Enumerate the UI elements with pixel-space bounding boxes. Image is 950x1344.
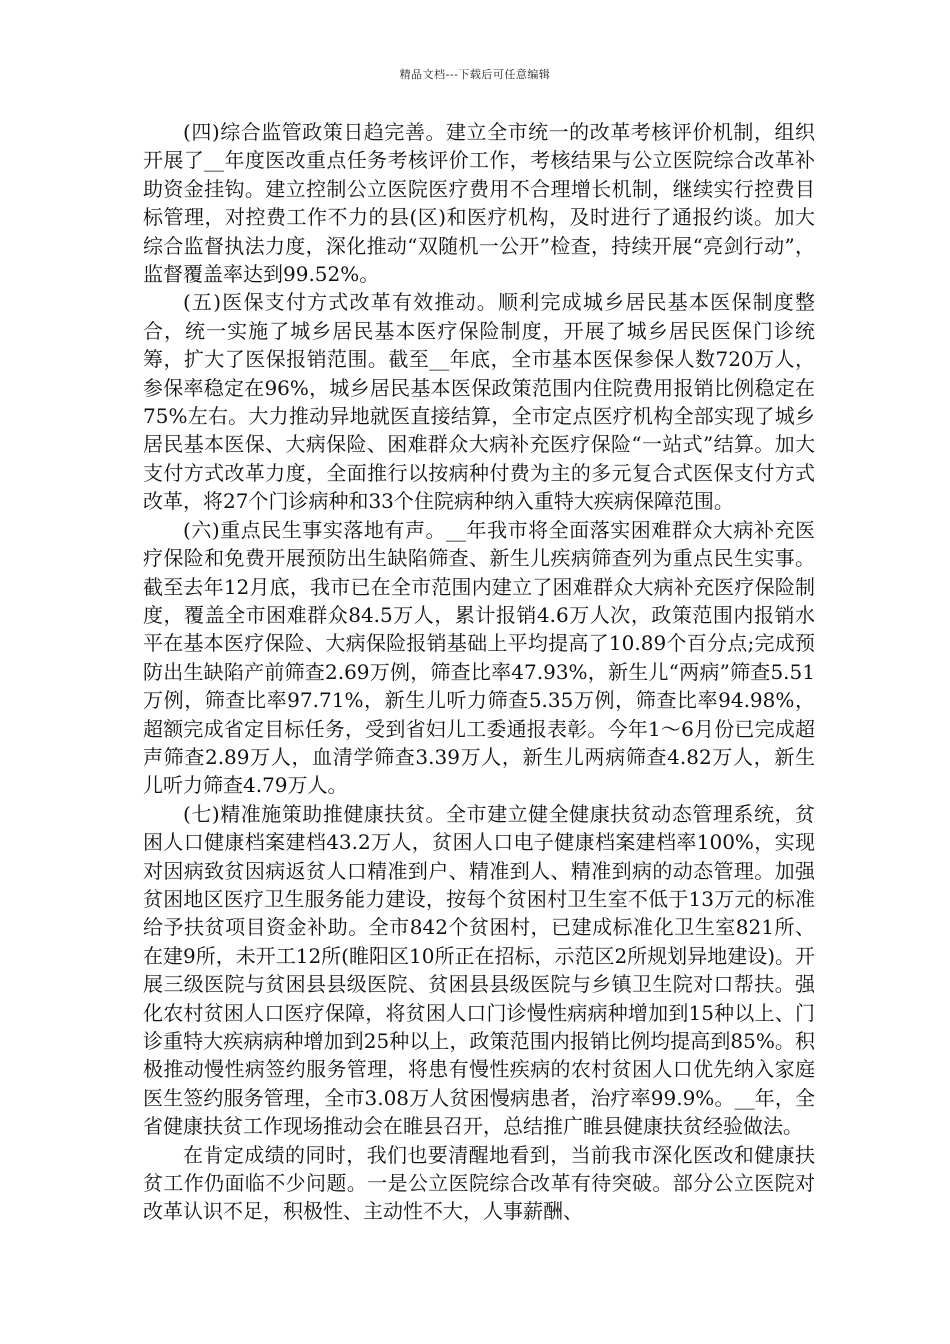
paragraph-livelihood-projects: (六)重点民生事实落地有声。__年我市将全面落实困难群众大病补充医疗保险和免费开展预防出生缺陷筛查、新生儿疾病筛查列为重点民生实事。截至去年12月底，我市已在全市范围内建立了困难群众大病补充医疗保险制度，覆盖全市困难群众84.5万人，累计报销4.6万人次，政策范围内报销水平在基本医疗保险、大病保险报销基础上平均提高了10.89个百分点;完成预防出生缺陷产前筛查2.69万例，筛查比率47.93%，新生儿“两病”筛查5.51万例，筛查比率97.71%，新生儿听力筛查5.35万例，筛查比率94.98%，超额完成省定目标任务，受到省妇儿工委通报表彰。今年1～6月份已完成超声筛查2.89万人，血清学筛查3.39万人，新生儿两病筛查4.82万人，新生儿听力筛查4.79万人。	[143, 517, 815, 798]
paragraph-medical-insurance-payment: (五)医保支付方式改革有效推动。顺利完成城乡居民基本医保制度整合，统一实施了城乡居民基本医疗保险制度，开展了城乡居民医保门诊统筹，扩大了医保报销范围。截至__年底，全市基本医保参保人数720万人，参保率稳定在96%，城乡居民基本医保政策范围内住院费用报销比例稳定在75%左右。大力推动异地就医直接结算，全市定点医疗机构全部实现了城乡居民基本医保、大病保险、困难群众大病补充医疗保险“一站式”结算。加大支付方式改革力度，全面推行以按病种付费为主的多元复合式医保支付方式改革，将27个门诊病种和33个住院病种纳入重特大疾病保障范围。	[143, 290, 815, 514]
document-body	[143, 118, 815, 1226]
paragraph-health-poverty-alleviation: (七)精准施策助推健康扶贫。全市建立健全健康扶贫动态管理系统，贫困人口健康档案建档43.2万人，贫困人口电子健康档案建档率100%，实现对因病致贫因病返贫人口精准到户、精准到人、精准到病的动态管理。加强贫困地区医疗卫生服务能力建设，按每个贫困村卫生室不低于13万元的标准给予扶贫项目资金补助。全市842个贫困村，已建成标准化卫生室821所、在建9所，未开工12所(睢阳区10所正在招标，示范区2所规划异地建设)。开展三级医院与贫困县县级医院、贫困县县级医院与乡镇卫生院对口帮扶。强化农村贫困人口医疗保障，将贫困人口门诊慢性病病种增加到15种以上、门诊重特大疾病病种增加到25种以上，政策范围内报销比例均提高到85%。积极推动慢性病签约服务管理，将患有慢性疾病的农村贫困人口优先纳入家庭医生签约服务管理，全市3.08万人贫困慢病患者，治疗率99.9%。__年，全省健康扶贫工作现场推动会在睢县召开，总结推广睢县健康扶贫经验做法。	[143, 801, 815, 1139]
paragraph-problems: 在肯定成绩的同时，我们也要清醒地看到，当前我市深化医改和健康扶贫工作仍面临不少问题。一是公立医院综合改革有待突破。部分公立医院对改革认识不足，积极性、主动性不大，人事薪酬、	[143, 1142, 815, 1224]
paragraph-comprehensive-supervision: (四)综合监管政策日趋完善。建立全市统一的改革考核评价机制，组织开展了__年度医改重点任务考核评价工作，考核结果与公立医院综合改革补助资金挂钩。建立控制公立医院医疗费用不合理增长机制，继续实行控费目标管理，对控费工作不力的县(区)和医疗机构，及时进行了通报约谈。加大综合监督执法力度，深化推动“双随机一公开”检查，持续开展“亮剑行动”，监督覆盖率达到99.52%。	[143, 120, 815, 287]
page-header: 精品文档---下载后可任意编辑	[399, 68, 551, 81]
